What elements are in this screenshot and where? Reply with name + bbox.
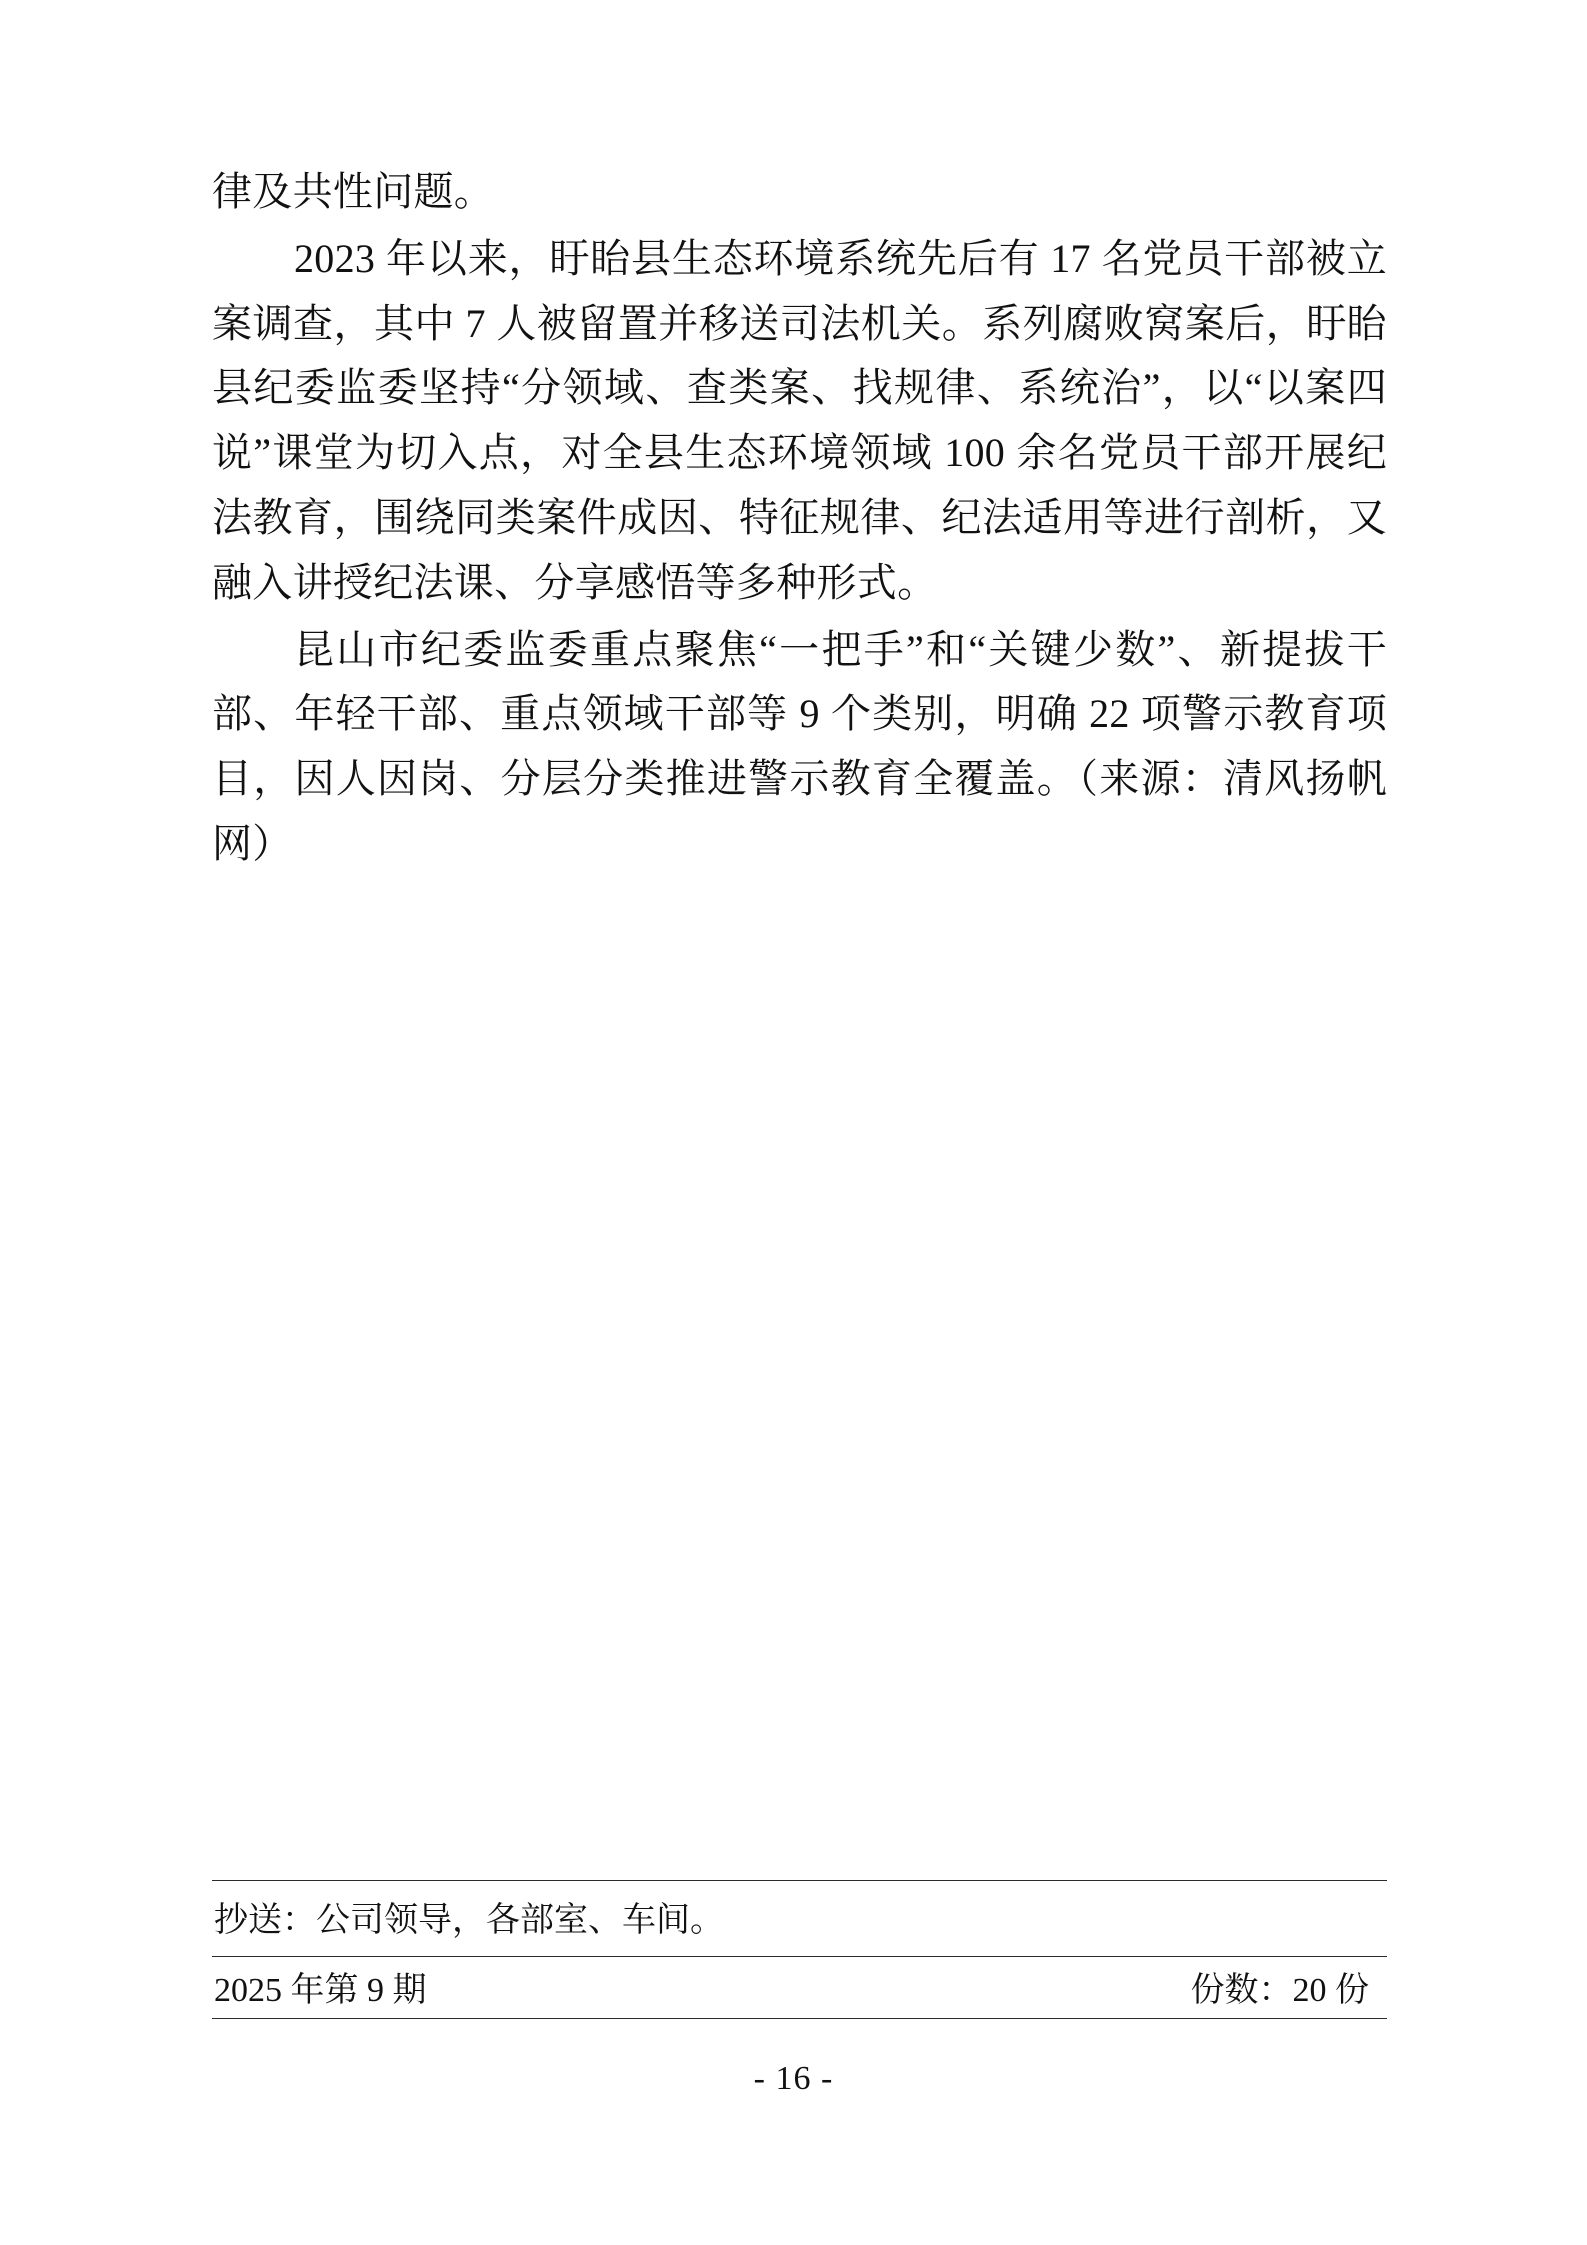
footer-issue-row bbox=[212, 1957, 1387, 2018]
footer-issue-text: 2025 年第 9 期 bbox=[214, 1972, 427, 2009]
footer-distribution-row bbox=[212, 1881, 1387, 1956]
page-number: - 16 - bbox=[753, 2060, 834, 2097]
paragraph-continuation: 律及共性问题。 bbox=[212, 169, 495, 214]
paragraph-xuyi-case: 2023 年以来，盱眙县生态环境系统先后有 17 名党员干部被立案调查，其中 7 人被留置并移送司法机关。系列腐败窝案后，盱眙县纪委监委坚持“分领域、查类案、找规律、系统治”，以“以案四说”课堂为切入点，对全县生态环境领域 100 余名党员干部开展纪法教育，围绕同类案件成因、特征规律、纪法适用等进行剖析，又融入讲授纪法课、分享感悟等多种形式。 bbox=[212, 235, 1387, 605]
document-footer bbox=[212, 1880, 1387, 2019]
footer-divider-bottom bbox=[212, 2018, 1387, 2019]
paragraph-kunshan-case: 昆山市纪委监委重点聚焦“一把手”和“关键少数”、新提拔干部、年轻干部、重点领域干部等 9 个类别，明确 22 项警示教育项目，因人因岗、分层分类推进警示教育全覆盖。（来源：清风扬帆网） bbox=[212, 626, 1387, 866]
document-body bbox=[212, 160, 1387, 879]
footer-copies-text: 份数：20 份 bbox=[1190, 1972, 1369, 2009]
footer-distribution-text: 抄送：公司领导，各部室、车间。 bbox=[214, 1902, 724, 1939]
